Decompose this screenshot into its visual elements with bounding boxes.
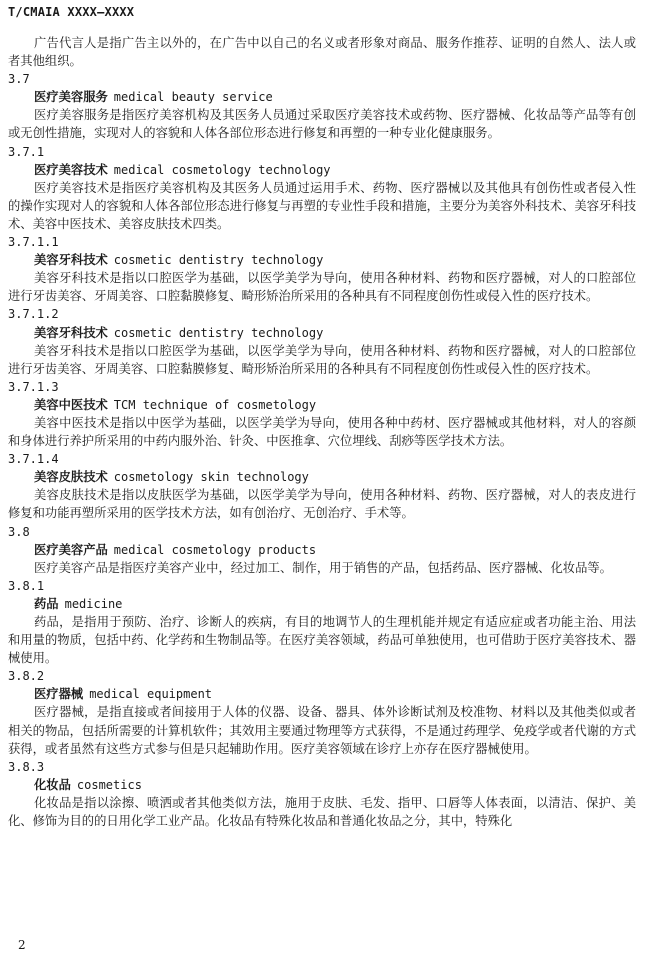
term-heading [8, 251, 636, 269]
term-english: medical cosmetology technology [113, 162, 331, 177]
term-heading [8, 396, 636, 414]
term-english: medical equipment [89, 687, 213, 702]
term-english: medical cosmetology products [113, 542, 317, 557]
term-english: medical beauty service [113, 90, 273, 105]
section-number: 3.7.1.4 [8, 452, 59, 467]
term-chinese: 美容牙科技术 [34, 325, 108, 340]
term-english: cosmetic dentistry technology [113, 253, 324, 268]
document-code-header: T/CMAIA XXXX—XXXX [8, 5, 135, 19]
section-number: 3.7.1 [8, 144, 45, 159]
page-number: 2 [18, 938, 26, 952]
term-heading [8, 595, 636, 613]
definition-entry [8, 305, 636, 377]
term-definition: 医疗美容服务是指医疗美容机构及其医务人员通过采取医疗美容技术或药物、医疗器械、化妆品等产品等有创或无创性措施，实现对人的容貌和人体各部位形态进行修复和再塑的一种专业化健康服务。 [8, 108, 636, 141]
section-number: 3.8.2 [8, 669, 45, 684]
term-definition: 医疗美容产品是指医疗美容产业中，经过加工、制作，用于销售的产品，包括药品、医疗器械、化妆品等。 [34, 560, 612, 575]
term-english: cosmetology skin technology [113, 470, 309, 485]
term-definition: 美容皮肤技术是指以皮肤医学为基础，以医学美学为导向，使用各种材料、药物、医疗器械，对人的表皮进行修复和功能再塑所采用的医学技术方法，如有创治疗、无创治疗、手术等。 [8, 488, 636, 521]
term-heading [8, 88, 636, 106]
term-chinese: 美容中医技术 [34, 397, 108, 412]
section-number: 3.7 [8, 72, 30, 87]
definition-entry [8, 233, 636, 305]
definition-entry [8, 143, 636, 233]
definition-entry [8, 667, 636, 757]
definition-entry [8, 450, 636, 522]
section-number: 3.8 [8, 524, 30, 539]
definition-sections [8, 70, 636, 830]
term-english: TCM technique of cosmetology [113, 397, 317, 412]
term-definition: 药品，是指用于预防、治疗、诊断人的疾病，有目的地调节人的生理机能并规定有适应症或者功能主治、用法和用量的物质，包括中药、化学药和生物制品等。在医疗美容领域，药品可单独使用，也可借助于医疗美容技术、器械使用。 [8, 615, 636, 666]
term-heading [8, 541, 636, 559]
definition-entry [8, 758, 636, 830]
term-heading [8, 324, 636, 342]
section-number: 3.7.1.3 [8, 379, 59, 394]
term-chinese: 化妆品 [34, 777, 71, 792]
document-body [8, 34, 636, 830]
section-number: 3.8.1 [8, 578, 45, 593]
definition-entry [8, 577, 636, 667]
term-definition: 美容中医技术是指以中医学为基础，以医学美学为导向，使用各种中药材、医疗器械或其他材料，对人的容颜和身体进行养护所采用的中药内服外治、针灸、中医推拿、穴位埋线、刮痧等医学技术方法。 [8, 415, 636, 449]
term-heading [8, 776, 636, 794]
intro-paragraph: 广告代言人是指广告主以外的，在广告中以自己的名义或者形象对商品、服务作推荐、证明的自然人、法人或者其他组织。 [8, 36, 636, 69]
definition-entry [8, 523, 636, 577]
section-number: 3.7.1.1 [8, 235, 59, 250]
term-english: medicine [64, 596, 123, 611]
term-chinese: 医疗美容技术 [34, 162, 108, 177]
term-chinese: 药品 [34, 596, 59, 611]
term-chinese: 美容牙科技术 [34, 253, 108, 268]
definition-entry [8, 378, 636, 450]
term-definition: 美容牙科技术是指以口腔医学为基础，以医学美学为导向，使用各种材料、药物和医疗器械，对人的口腔部位进行牙齿美容、牙周美容、口腔黏膜修复、畸形矫治所采用的各种具有不同程度创伤性或侵入性的医疗技术。 [8, 271, 636, 304]
term-definition: 美容牙科技术是指以口腔医学为基础，以医学美学为导向，使用各种材料、药物和医疗器械，对人的口腔部位进行牙齿美容、牙周美容、口腔黏膜修复、畸形矫治所采用的各种具有不同程度创伤性或侵入性的医疗技术。 [8, 343, 636, 376]
term-chinese: 医疗器械 [34, 687, 84, 702]
term-chinese: 医疗美容服务 [34, 90, 108, 105]
term-english: cosmetics [76, 777, 142, 792]
term-definition: 化妆品是指以涂擦、喷洒或者其他类似方法，施用于皮肤、毛发、指甲、口唇等人体表面，以清洁、保护、美化、修饰为目的的日用化学工业产品。化妆品有特殊化妆品和普通化妆品之分，其中，特殊化 [8, 795, 636, 829]
term-english: cosmetic dentistry technology [113, 325, 324, 340]
term-heading [8, 685, 636, 703]
section-number: 3.7.1.2 [8, 307, 59, 322]
term-definition: 医疗器械，是指直接或者间接用于人体的仪器、设备、器具、体外诊断试剂及校准物、材料以及其他类似或者相关的物品，包括所需要的计算机软件；其效用主要通过物理等方式获得，不是通过药理学、免疫学或者代谢的方式获得，或者虽然有这些方式参与但是只起辅助作用。医疗美容领域在诊疗上亦存在医疗器械使用。 [8, 705, 636, 756]
term-chinese: 美容皮肤技术 [34, 470, 108, 485]
term-heading [8, 468, 636, 486]
term-chinese: 医疗美容产品 [34, 542, 108, 557]
term-heading [8, 161, 636, 179]
section-number: 3.8.3 [8, 759, 45, 774]
definition-entry [8, 70, 636, 142]
term-definition: 医疗美容技术是指医疗美容机构及其医务人员通过运用手术、药物、医疗器械以及其他具有创伤性或者侵入性的操作实现对人的容貌和人体各部位形态进行修复与再塑的专业性手段和措施，主要分为美容外科技术、美容牙科技术、美容中医技术、美容皮肤技术四类。 [8, 180, 636, 231]
